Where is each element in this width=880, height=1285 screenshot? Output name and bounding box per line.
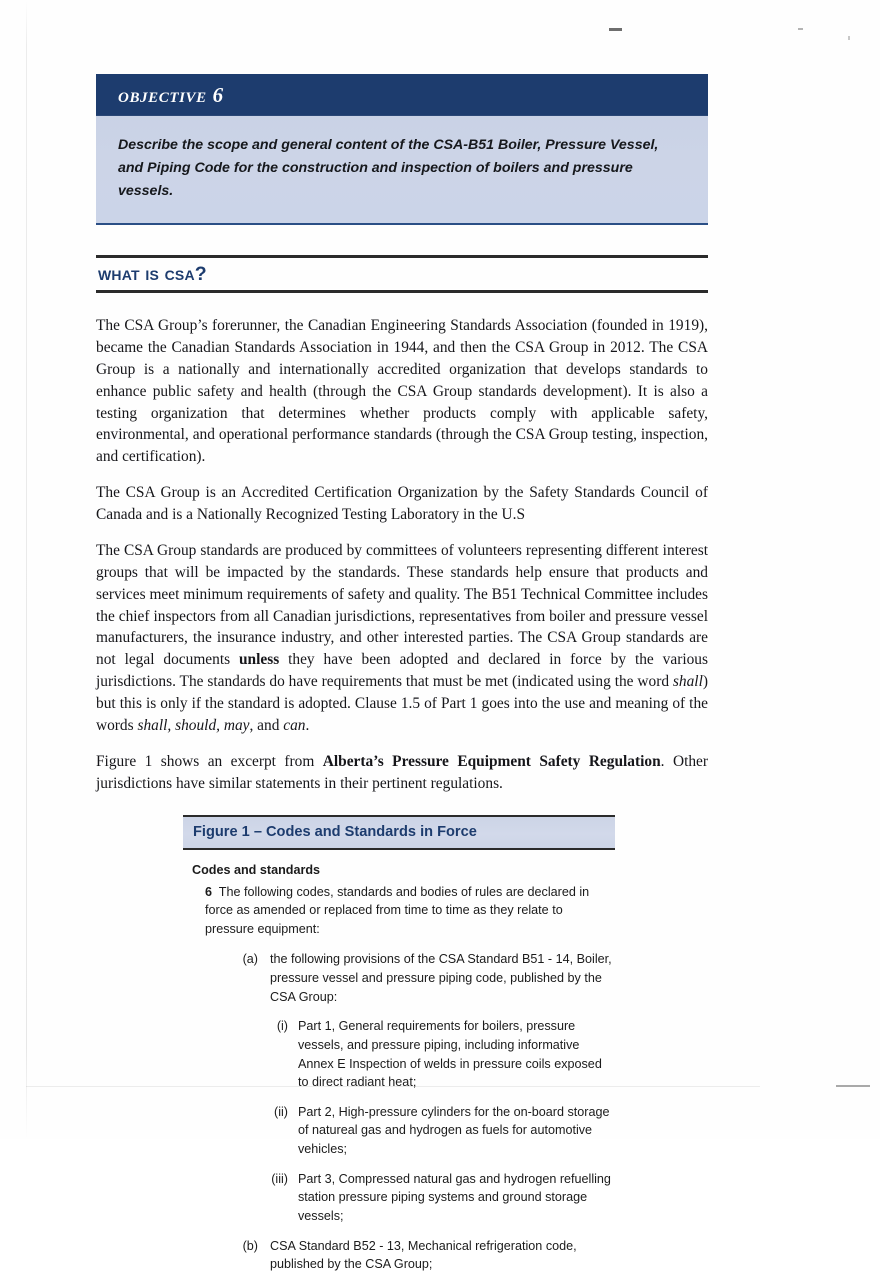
heading-rule-bottom	[96, 289, 708, 293]
objective-title: objective 6	[118, 82, 224, 107]
scan-artifact-dot	[848, 36, 850, 40]
objective-title-bar	[96, 74, 708, 116]
list-marker: (ii)	[274, 1104, 288, 1119]
objective-panel	[96, 74, 708, 225]
scan-artifact-mark	[609, 28, 622, 31]
paragraph-2: The CSA Group is an Accredited Certification Organization by the Safety Standards Council of Canada and is a Nationally Recognized Testing Laboratory in the U.S	[96, 484, 708, 523]
list-marker: (iii)	[271, 1171, 288, 1186]
paragraph-3-part-d: , and	[249, 716, 284, 734]
paragraph-1: The CSA Group’s forerunner, the Canadian Engineering Standards Association (founded in 1919), became the Canadian Standards Association in 1944, and then the CSA Group in 2012. The CSA Group is a nationally and internationally accredited organization that develops standards to enhance public safety and health (through the CSA Group standards development). It is also a testing organization that determines whether products comply with applicable safety, environmental, and operational performance standards (through the CSA Group testing, inspection, and certification).	[96, 317, 708, 466]
paragraph-3-part-e: .	[305, 716, 310, 734]
figure-clause-number: 6	[205, 884, 213, 899]
body-copy	[96, 315, 708, 795]
paragraph-3-part-b: they have been adopted and declared in force by the various jurisdictions. The standards do have requirements that must be met (indicated using the word	[96, 651, 708, 691]
list-marker: (i)	[276, 1019, 288, 1034]
list-item-text: Part 2, High-pressure cylinders for the on-board storage of natureal gas and hydrogen as fuels for automotive vehicles;	[298, 1104, 610, 1156]
objective-statement: Describe the scope and general content of the CSA-B51 Boiler, Pressure Vessel, and Piping Code for the construction and inspection of boilers and pressure vessels.	[118, 137, 659, 199]
paragraph-4-part-a: Figure 1 shows an excerpt from	[96, 752, 323, 770]
list-marker: (b)	[242, 1238, 258, 1253]
paragraph-3-part-a: The CSA Group standards are produced by committees of volunteers representing different interest groups that will be impacted by the standards. These standards help ensure that products and services meet minimum requirements of safety and quality. The B51 Technical Committee includes the chief inspectors from all Canadian jurisdictions, representatives from boiler and pressure vessel manufacturers, the insurance industry, and other interested parties. The CSA Group standards are not legal documents	[96, 541, 708, 669]
paragraph-3-part-c: ) but this is only if the standard is adopted. Clause 1.5 of Part 1 goes into the use and meaning of the words	[96, 673, 708, 734]
list-item	[232, 1237, 615, 1274]
page-title: what is csa?	[98, 263, 207, 285]
paragraph-4-emphasis-regulation: Alberta’s Pressure Equipment Safety Regulation	[322, 752, 661, 770]
list-item-text: CSA Standard B52 - 13, Mechanical refrigeration code, published by the CSA Group;	[270, 1238, 577, 1272]
figure-body	[183, 850, 615, 1274]
figure-lead-clause	[205, 883, 615, 939]
figure-clause-text: The following codes, standards and bodies of rules are declared in force as amended or replaced from time to time as they relate to pressure equipment:	[205, 884, 590, 936]
list-item-text: the following provisions of the CSA Standard B51 - 14, Boiler, pressure vessel and pressure piping code, published by the CSA Group:	[270, 952, 612, 1004]
paragraph-3-italic-shall: shall	[672, 673, 703, 691]
paragraph-4	[96, 751, 708, 795]
page-edge-left	[26, 0, 27, 1139]
figure-section-heading: Codes and standards	[192, 862, 321, 877]
paragraph-4-part-b: . Other jurisdictions have similar statements in their pertinent regulations.	[96, 752, 708, 792]
page-content	[96, 74, 708, 1285]
scan-artifact-dot	[798, 28, 803, 30]
list-item-text: Part 1, General requirements for boilers, pressure vessels, and pressure piping, including informative Annex E Inspection of welds in pressure coils exposed to direct radiant heat;	[298, 1019, 602, 1090]
objective-body	[96, 116, 708, 225]
figure-caption-bar	[183, 817, 615, 850]
list-item	[262, 1103, 615, 1159]
figure-caption: Figure 1 – Codes and Standards in Force	[193, 823, 477, 840]
list-item	[262, 1017, 615, 1092]
sub-list-roman	[183, 1017, 615, 1225]
list-marker: (a)	[242, 952, 258, 967]
paragraph-3-italic-modal-words: shall, should, may	[137, 716, 250, 734]
list-item-text: Part 3, Compressed natural gas and hydrogen refuelling station pressure piping systems and ground storage vessels;	[298, 1171, 611, 1223]
section-heading-block	[96, 255, 708, 293]
paragraph-3-emphasis-unless: unless	[239, 651, 280, 669]
figure-1	[183, 815, 615, 1274]
scan-artifact-mark	[836, 1085, 870, 1087]
list-item	[232, 950, 615, 1006]
paragraph-3-italic-can: can	[283, 716, 306, 734]
list-item	[262, 1170, 615, 1226]
paragraph-3	[96, 540, 708, 737]
